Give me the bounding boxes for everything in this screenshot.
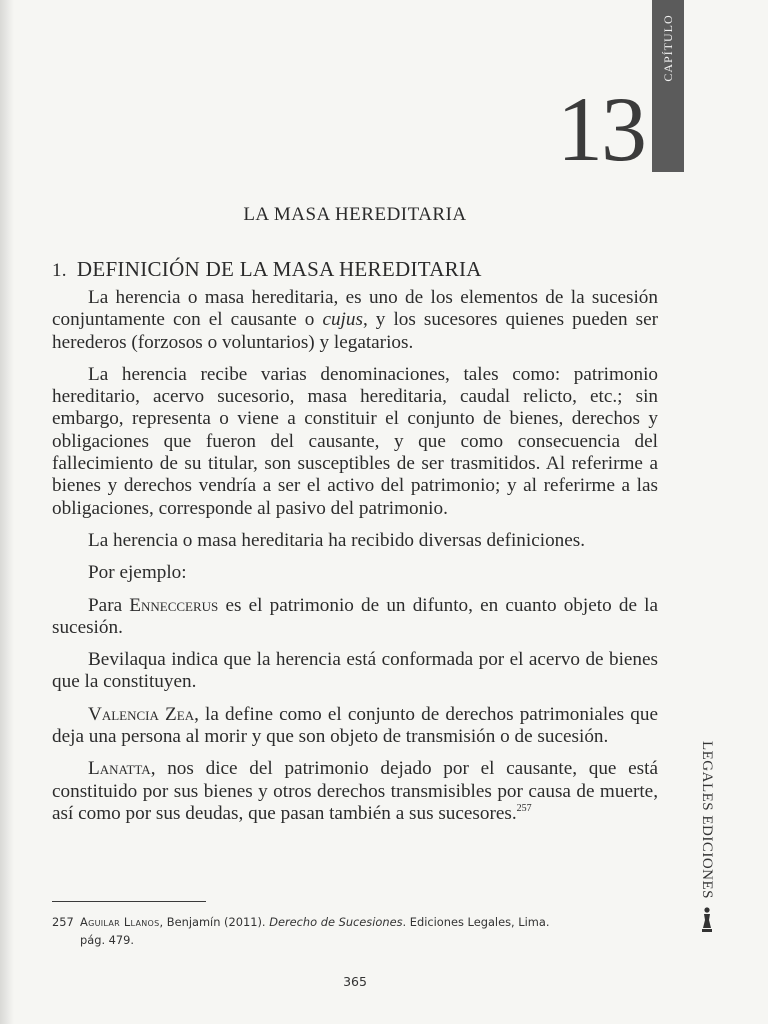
footnote-divider [52,901,206,902]
side-publisher-label: LEGALES EDICIONES [699,740,715,900]
section-heading [52,257,652,282]
author-valencia-zea: Valencia Zea [88,703,195,725]
author-enneccerus: Enneccerus [129,594,219,616]
footnote-author: Aguilar Llanos [80,915,160,929]
footnote-publisher: . Ediciones Legales, Lima. [402,915,550,929]
paragraph-8-text-b: , nos dice del patrimonio dejado por el causante, que está constituido por sus bienes y otros derechos transmisibles por causa de muerte, así como por sus deudas, que pasan también a sus sucesores. [52,758,658,824]
section-number: 1. [52,260,67,281]
paragraph-1 [52,287,658,354]
paragraph-1-text-a: La herencia o masa hereditaria, es uno de los elementos de la sucesión conjuntamente con el causante o [52,287,658,331]
paragraph-6: Bevilaqua indica que la herencia está conformada por el acervo de bienes que la constituyen. [52,649,658,693]
page-gutter-shadow [0,0,14,1024]
paragraph-8 [52,758,658,825]
section-title: DEFINICIÓN DE LA MASA HEREDITARIA [76,257,482,281]
page-number: 365 [343,974,367,989]
paragraph-7-text-b: , la define como el conjunto de derechos patrimoniales que deja una persona al morir y que son objeto de transmisión o de sucesión. [52,703,658,748]
footnote-pages: pág. 479. [80,933,135,947]
body-text [52,287,658,835]
paragraph-4: Por ejemplo: [88,562,187,584]
side-publisher [698,740,720,900]
paragraph-2: La herencia recibe varias denominaciones, tales como: patrimonio hereditario, acervo sucesorio, masa hereditaria, caudal relicto, etc.; sin embargo, representa o viene a constituir el conjunto de bienes, derechos y obligaciones que fueron del causante, y que como consecuencia del fallecimiento de su titular, son susceptibles de ser trasmitidos. Al referirme a bienes y derechos vendría a ser el activo del patrimonio; y al referirme a las obligaciones, corresponde al pasivo del patrimonio. [52,363,658,519]
footnote-author-rest: , Benjamín (2011). [159,915,270,929]
paragraph-5-text-c: es el patrimonio de un difunto, en cuanto objeto de la sucesión. [52,594,658,638]
paragraph-5-text-a: Para [88,594,130,616]
author-lanatta: Lanatta [88,758,151,780]
publisher-logo-icon [699,906,715,934]
footnote [52,913,662,949]
chapter-tab-label: CAPÍTULO [661,14,675,82]
footnote-number: 257 [52,915,74,929]
footnote-work-title: Derecho de Sucesiones [269,915,403,929]
paragraph-5 [52,595,658,640]
chapter-tab [652,0,684,172]
paragraph-7 [52,704,658,749]
page-title: LA MASA HEREDITARIA [243,204,467,225]
footnote-reference[interactable]: 257 [516,802,532,814]
paragraph-3: La herencia o masa hereditaria ha recibido diversas definiciones. [88,529,586,551]
paragraph-1-text-c: , y los sucesores quienes pueden ser herederos (forzosos o voluntarios) y legatarios. [52,309,658,353]
chapter-number: 13 [557,78,645,180]
paragraph-1-italic: cujus [322,309,363,331]
